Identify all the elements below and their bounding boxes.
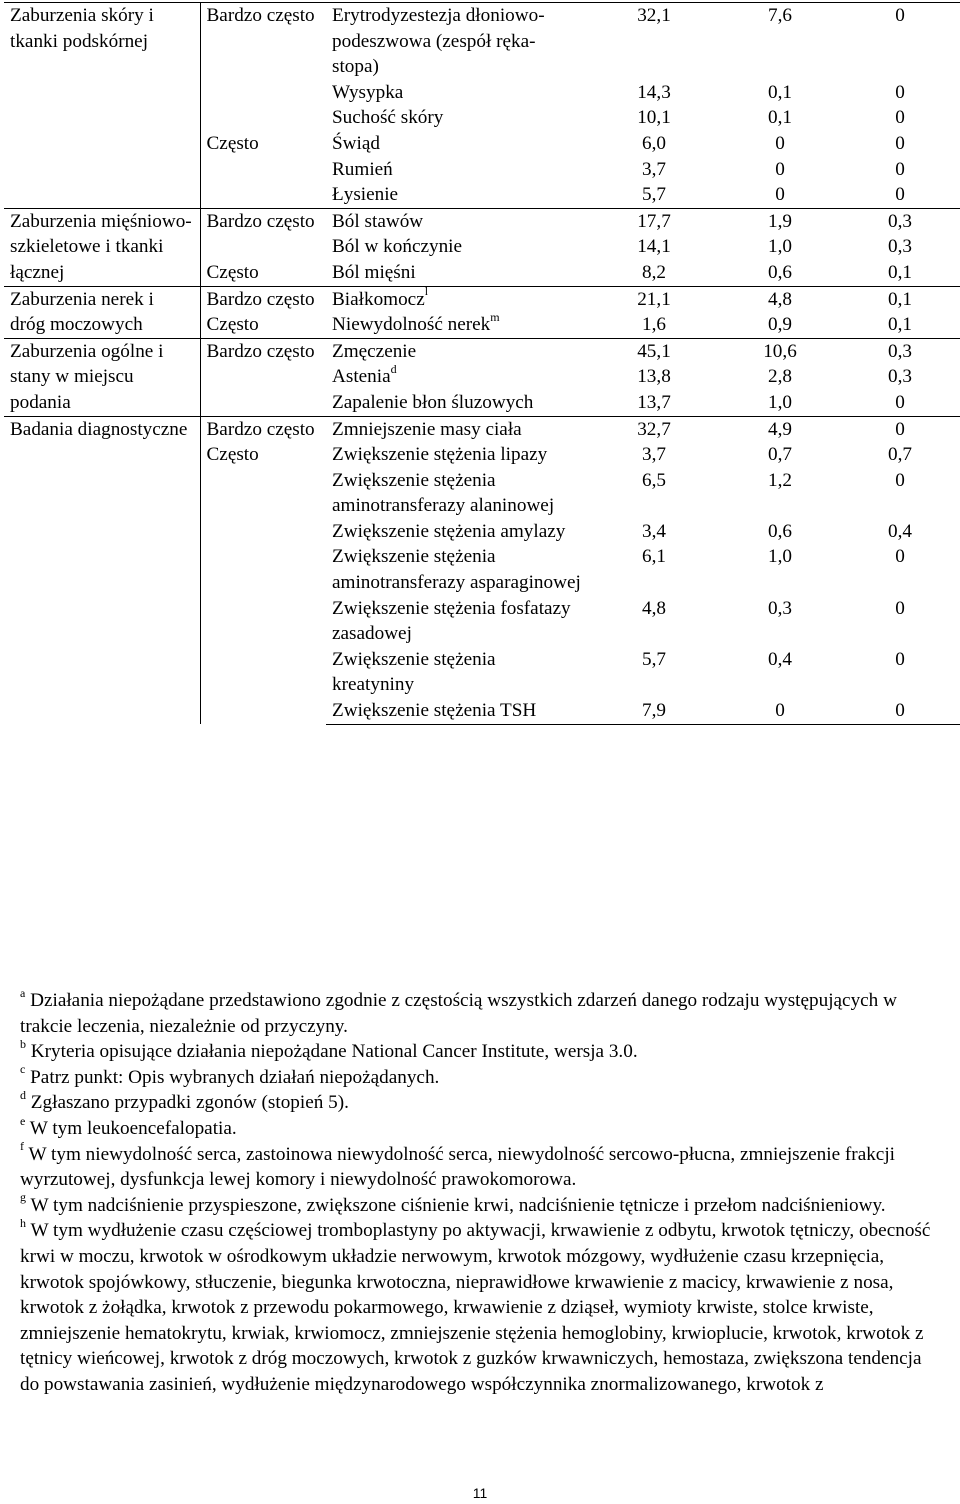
adverse-event-name: Łysienie [332, 184, 399, 206]
grade3-value: 0,4 [768, 648, 792, 670]
adverse-event-cell [326, 260, 588, 286]
frequency-cell: Bardzo często [200, 338, 326, 416]
footnote [20, 1190, 940, 1219]
all-grades-value: 21,1 [588, 286, 720, 312]
footnote-text: W tym wydłużenie czasu częściowej tromboplastyny po aktywacji, krwawienie z odbytu, krwotok tętniczy, obecność krwi w moczu, krwotok w ośrodkowym układzie nerwowym, krwotok mózgowy, wydłużenie czasu krzepnięcia, krwotok spojówkowy, stłuczenie, biegunka krwotoczna, nieprawidłowe krwawienie z macicy, krwawienie z nosa, krwotok z żołądka, krwotok z przewodu pokarmowego, krwawienie z dziąseł, wymioty krwiste, stolce krwiste, zmniejszenie hematokrytu, krwiak, krwiomocz, zmniejszenie stężenia hemoglobiny, krwioplucie, krwotok, krwotok z tętnicy wieńcowej, krwotok z dróg moczowych, krwotok z guzków krwawniczych, hemostaza, zwiększona tendencja do powstawania zasinień, wydłużenie międzynarodowego współczynnika znormalizowanego, krwotok z [20, 1220, 931, 1395]
all-grades-value: 3,7 [642, 158, 666, 180]
footnote-text: Kryteria opisujące działania niepożądane National Cancer Institute, wersja 3.0. [30, 1041, 638, 1063]
adverse-event-cell [326, 131, 588, 157]
grade4-value: 0 [895, 107, 905, 129]
grade3-value: 1,0 [768, 391, 792, 413]
all-grades-value: 13,7 [637, 391, 671, 413]
footnote-text: Patrz punkt: Opis wybranych działań niepożądanych. [30, 1066, 440, 1088]
grade3-value: 0 [775, 184, 785, 206]
all-grades-value: 32,7 [588, 416, 720, 442]
footnote [20, 1139, 940, 1193]
footnote [20, 1215, 940, 1397]
page-number: 11 [472, 1485, 488, 1501]
adverse-event-cell [326, 647, 588, 698]
grade3-value: 1,0 [768, 546, 792, 568]
all-grades-value: 10,1 [637, 107, 671, 129]
grade4-value: 0,3 [840, 338, 960, 364]
grade3-value: 0,3 [768, 597, 792, 619]
all-grades-value: 7,9 [588, 698, 720, 724]
footnote-mark: h [20, 1215, 26, 1230]
footnote [20, 1062, 940, 1091]
footnote-text: W tym nadciśnienie przyspieszone, zwiększone ciśnienie krwi, nadciśnienie tętnicze i przełom nadciśnieniowy. [30, 1194, 886, 1216]
all-grades-value: 1,6 [642, 314, 666, 336]
adverse-event-cell [326, 698, 588, 724]
frequency-cell: Często [206, 314, 259, 336]
all-grades-value: 5,7 [642, 648, 666, 670]
organ-class-cell: Zaburzenia skóry i tkanki podskórnej [4, 3, 200, 209]
grade4-value: 0,1 [888, 261, 912, 283]
all-grades-value: 45,1 [588, 338, 720, 364]
footnote [20, 985, 940, 1039]
all-grades-value: 4,8 [642, 597, 666, 619]
all-grades-value: 3,4 [642, 520, 666, 542]
adverse-event-cell [326, 544, 588, 595]
footnote-text: Działania niepożądane przedstawiono zgodnie z częstością wszystkich zdarzeń danego rodzaju występujących w trakcie leczenia, niezależnie od przyczyny. [20, 990, 897, 1037]
all-grades-value: 3,7 [642, 444, 666, 466]
all-grades-value: 8,2 [642, 261, 666, 283]
adverse-event-cell [326, 182, 588, 208]
footnote-mark: b [20, 1036, 26, 1051]
all-grades-value: 14,3 [637, 81, 671, 103]
organ-class-cell: Zaburzenia ogólne i stany w miejscu podania [4, 338, 200, 416]
adverse-event-cell [326, 390, 588, 416]
adverse-event-cell [326, 80, 588, 106]
footnote-mark: a [20, 985, 26, 1000]
grade4-value: 0 [840, 3, 960, 80]
footnote-mark: c [20, 1062, 26, 1077]
adverse-event-name: Ból w kończynie [332, 236, 463, 258]
footnote-marker: m [490, 309, 500, 324]
grade4-value: 0 [840, 416, 960, 442]
grade4-value: 0 [895, 597, 905, 619]
footnote-mark: d [20, 1087, 26, 1102]
frequency-cell: Bardzo często [200, 208, 326, 260]
table-row [4, 286, 960, 312]
adverse-event-name: Zwiększenie stężenia aminotransferazy asparaginowej [332, 546, 581, 594]
all-grades-value: 14,1 [637, 236, 671, 258]
grade3-value: 0,6 [768, 261, 792, 283]
footnote-marker: d [390, 361, 397, 376]
footnote-text: Zgłaszano przypadki zgonów (stopień 5). [30, 1092, 349, 1114]
grade3-value: 1,0 [768, 236, 792, 258]
all-grades-value: 6,5 [642, 469, 666, 491]
adverse-event-name: Astenia [332, 366, 391, 388]
all-grades-value: 6,0 [642, 132, 666, 154]
grade3-value: 0,9 [768, 314, 792, 336]
grade4-value: 0 [895, 546, 905, 568]
grade3-value: 0 [775, 132, 785, 154]
grade3-value: 0,6 [768, 520, 792, 542]
adverse-event-name: Świąd [332, 132, 380, 154]
adverse-event-cell [326, 309, 588, 338]
adverse-event-name: Ból mięśni [332, 261, 416, 283]
grade4-value: 0,3 [840, 208, 960, 234]
grade3-value: 2,8 [768, 366, 792, 388]
grade3-value: 4,8 [720, 286, 840, 312]
grade4-value: 0 [895, 184, 905, 206]
grade4-value: 0,1 [840, 286, 960, 312]
footnote-marker: l [424, 284, 429, 299]
table-body [4, 3, 960, 725]
organ-class-cell: Zaburzenia mięśniowo-szkieletowe i tkanki łącznej [4, 208, 200, 286]
grade3-value: 10,6 [720, 338, 840, 364]
grade4-value: 0 [895, 81, 905, 103]
organ-class-cell: Badania diagnostyczne [4, 416, 200, 724]
adverse-event-cell [326, 596, 588, 647]
adverse-event-name: Zapalenie błon śluzowych [332, 391, 534, 413]
grade3-value: 1,2 [768, 469, 792, 491]
grade4-value: 0,7 [888, 444, 912, 466]
frequency-cell: Bardzo często [200, 416, 326, 442]
adverse-event-cell [326, 468, 588, 519]
table-row [4, 3, 960, 80]
adverse-event-cell [326, 416, 588, 442]
grade3-value: 0,1 [768, 81, 792, 103]
footnotes [20, 985, 940, 1398]
adverse-event-cell [326, 338, 588, 364]
adverse-event-cell [326, 361, 588, 390]
grade4-value: 0 [895, 648, 905, 670]
adverse-event-name: Białkomocz [332, 288, 425, 310]
grade3-value: 4,9 [720, 416, 840, 442]
adverse-event-name: Niewydolność nerek [332, 314, 491, 336]
adverse-event-name: Rumień [332, 158, 393, 180]
grade4-value: 0,1 [888, 314, 912, 336]
footnote-text: W tym niewydolność serca, zastoinowa niewydolność serca, niewydolność sercowo-płucna, zmniejszenie frakcji wyrzutowej, dysfunkcja lewej komory i niewydolność prawokomorowa. [20, 1143, 895, 1191]
footnote [20, 1113, 940, 1142]
frequency-cell: Często [206, 261, 259, 283]
adverse-event-name: Zwiększenie stężenia lipazy [332, 444, 548, 466]
all-grades-value: 32,1 [588, 3, 720, 80]
adverse-event-cell [326, 3, 588, 80]
adverse-event-name: Zmęczenie [332, 340, 417, 362]
grade4-value: 0 [895, 469, 905, 491]
adverse-event-name: Zwiększenie stężenia amylazy [332, 520, 566, 542]
table-row [4, 416, 960, 442]
grade4-value: 0,4 [888, 520, 912, 542]
footnote [20, 1087, 940, 1116]
frequency-cell: Bardzo często [200, 286, 326, 312]
adverse-event-cell [326, 234, 588, 260]
footnote-text: W tym leukoencefalopatia. [29, 1117, 237, 1139]
adverse-event-cell [326, 208, 588, 234]
adverse-event-cell [326, 157, 588, 183]
adverse-events-table [4, 2, 960, 725]
footnote-mark: g [20, 1190, 26, 1205]
adverse-event-name: Zwiększenie stężenia kreatyniny [332, 648, 496, 696]
adverse-event-cell [326, 442, 588, 468]
all-grades-value: 5,7 [642, 184, 666, 206]
grade4-value: 0 [895, 158, 905, 180]
organ-class-cell: Zaburzenia nerek i dróg moczowych [4, 286, 200, 338]
footnote-mark: f [20, 1139, 24, 1154]
all-grades-value: 17,7 [588, 208, 720, 234]
grade4-value: 0,3 [888, 366, 912, 388]
frequency-cell: Bardzo często [200, 3, 326, 131]
grade3-value: 0,7 [768, 444, 792, 466]
grade4-value: 0 [840, 698, 960, 724]
grade3-value: 0 [720, 698, 840, 724]
adverse-event-name: Ból stawów [332, 210, 424, 232]
adverse-event-cell [326, 519, 588, 545]
grade4-value: 0,3 [888, 236, 912, 258]
grade4-value: 0 [895, 391, 905, 413]
table-row [4, 338, 960, 364]
grade3-value: 0,1 [768, 107, 792, 129]
table-row [4, 208, 960, 234]
grade3-value: 1,9 [720, 208, 840, 234]
adverse-event-name: Zmniejszenie masy ciała [332, 418, 522, 440]
all-grades-value: 13,8 [637, 366, 671, 388]
frequency-cell: Często [206, 444, 259, 466]
adverse-event-name: Suchość skóry [332, 107, 444, 129]
adverse-event-cell [326, 286, 588, 312]
adverse-event-name: Erytrodyzestezja dłoniowo-podeszwowa (zespół ręka-stopa) [332, 5, 545, 78]
grade3-value: 7,6 [720, 3, 840, 80]
grade3-value: 0 [775, 158, 785, 180]
frequency-cell: Często [206, 132, 259, 154]
footnote-mark: e [20, 1113, 26, 1128]
adverse-event-name: Zwiększenie stężenia aminotransferazy alaninowej [332, 469, 555, 517]
grade4-value: 0 [895, 132, 905, 154]
adverse-event-cell [326, 105, 588, 131]
all-grades-value: 6,1 [642, 546, 666, 568]
adverse-event-name: Wysypka [332, 81, 404, 103]
adverse-event-name: Zwiększenie stężenia fosfatazy zasadowej [332, 597, 571, 645]
footnote [20, 1036, 940, 1065]
adverse-event-name: Zwiększenie stężenia TSH [332, 700, 537, 722]
